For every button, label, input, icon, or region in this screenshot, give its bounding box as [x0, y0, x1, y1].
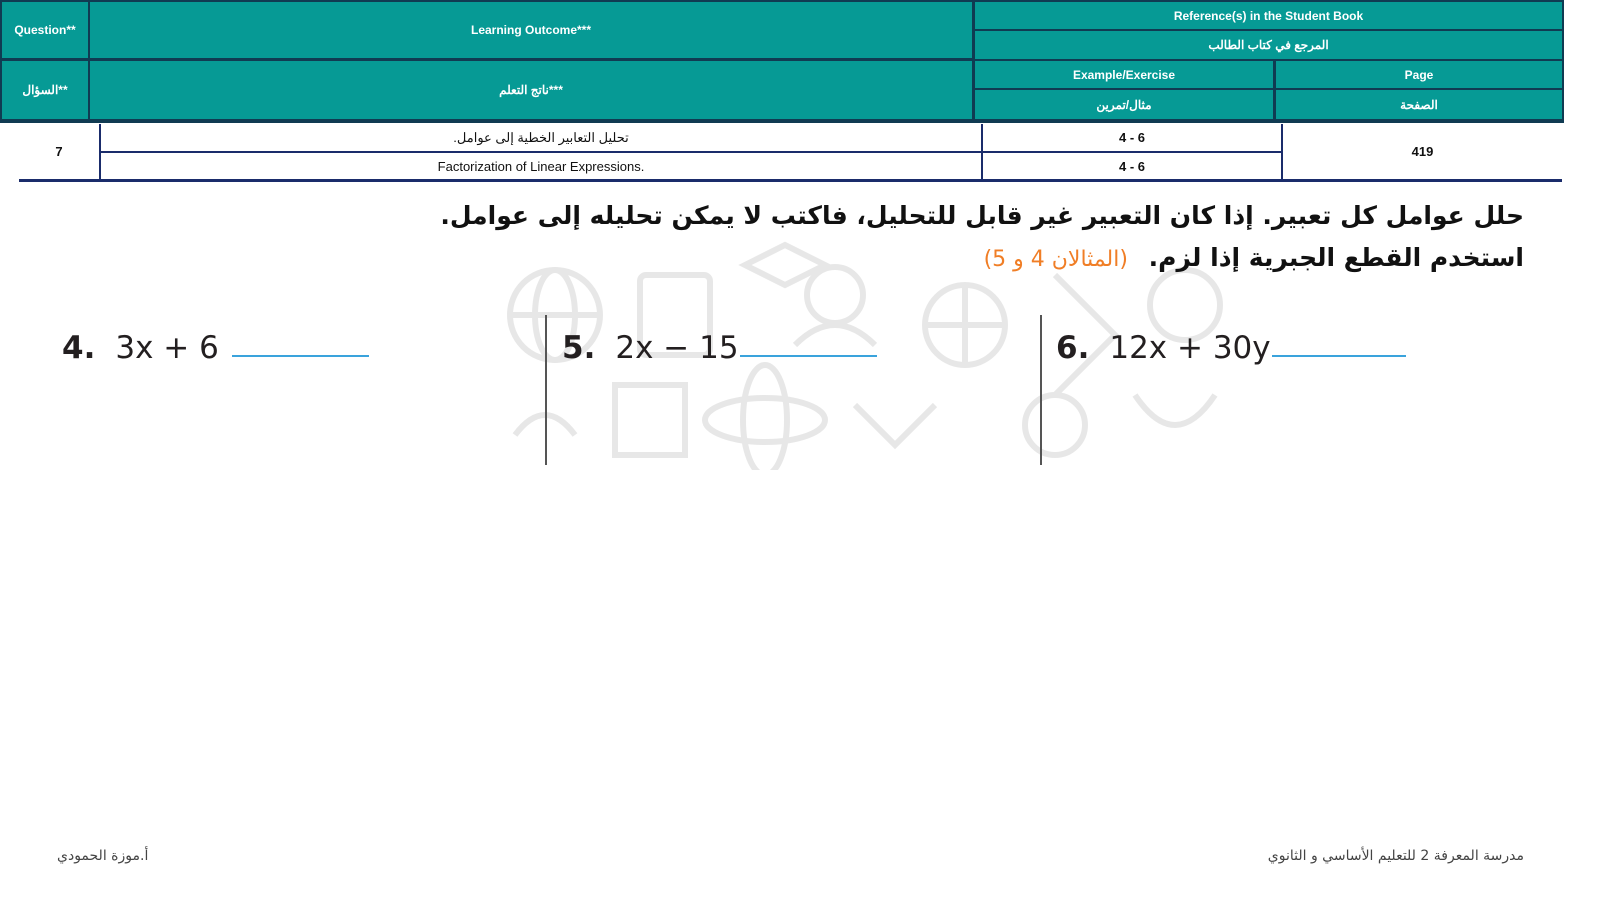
instruction-line-2 — [984, 243, 1524, 272]
header-outcome-en: Learning Outcome*** — [90, 2, 972, 58]
footer-school-name: مدرسة المعرفة 2 للتعليم الأساسي و الثانوي — [1267, 848, 1524, 864]
row-bottom-border — [19, 179, 1562, 182]
instruction-line-1: حلل عوامل كل تعبير. إذا كان التعبير غير قابل للتحليل، فاكتب لا يمكن تحليله إلى عوامل. — [440, 201, 1524, 230]
exercise-expression: 2x − 15 — [615, 330, 739, 366]
row-outcome-ar: تحليل التعابير الخطية إلى عوامل. — [453, 129, 629, 145]
answer-blank-4[interactable] — [232, 355, 369, 357]
answer-blank-5[interactable] — [740, 355, 877, 357]
example-reference: (المثالان 4 و 5) — [983, 247, 1128, 272]
exercise-number: 6. — [1056, 330, 1090, 366]
row-page-number: 419 — [1411, 144, 1434, 159]
exercise-6 — [1056, 330, 1271, 366]
header-outcome-ar: ناتج التعلم*** — [90, 61, 972, 119]
exercise-5 — [562, 330, 739, 366]
column-divider — [1040, 315, 1042, 465]
row-example-ar: 4 - 6 — [1118, 130, 1145, 145]
row-question-number: 7 — [55, 144, 63, 159]
row-outcome-en: Factorization of Linear Expressions. — [437, 158, 645, 174]
instruction-line-2-text: استخدم القطع الجبرية إذا لزم. — [1148, 243, 1524, 272]
row-example-en: 4 - 6 — [1118, 158, 1145, 174]
column-divider — [545, 315, 547, 465]
outcome-table-row — [19, 124, 1600, 184]
exercise-number: 5. — [562, 330, 596, 366]
exercise-expression: 12x + 30y — [1109, 330, 1271, 366]
header-page-ar: الصفحة — [1276, 90, 1562, 119]
exercise-4 — [62, 330, 219, 366]
header-page-en: Page — [1276, 61, 1562, 88]
answer-blank-6[interactable] — [1272, 355, 1406, 357]
header-question-ar: السؤال** — [2, 61, 88, 119]
header-example-ar: مثال/تمرين — [975, 90, 1273, 119]
header-reference-ar: المرجع في كتاب الطالب — [975, 31, 1562, 59]
outcome-table-header — [0, 0, 1600, 123]
header-question-en: Question** — [2, 2, 88, 58]
exercise-number: 4. — [62, 330, 96, 366]
header-reference-en: Reference(s) in the Student Book — [975, 2, 1562, 29]
footer-teacher-name: أ.موزة الحمودي — [57, 848, 149, 864]
exercise-expression: 3x + 6 — [115, 330, 219, 366]
header-example-en: Example/Exercise — [975, 61, 1273, 88]
